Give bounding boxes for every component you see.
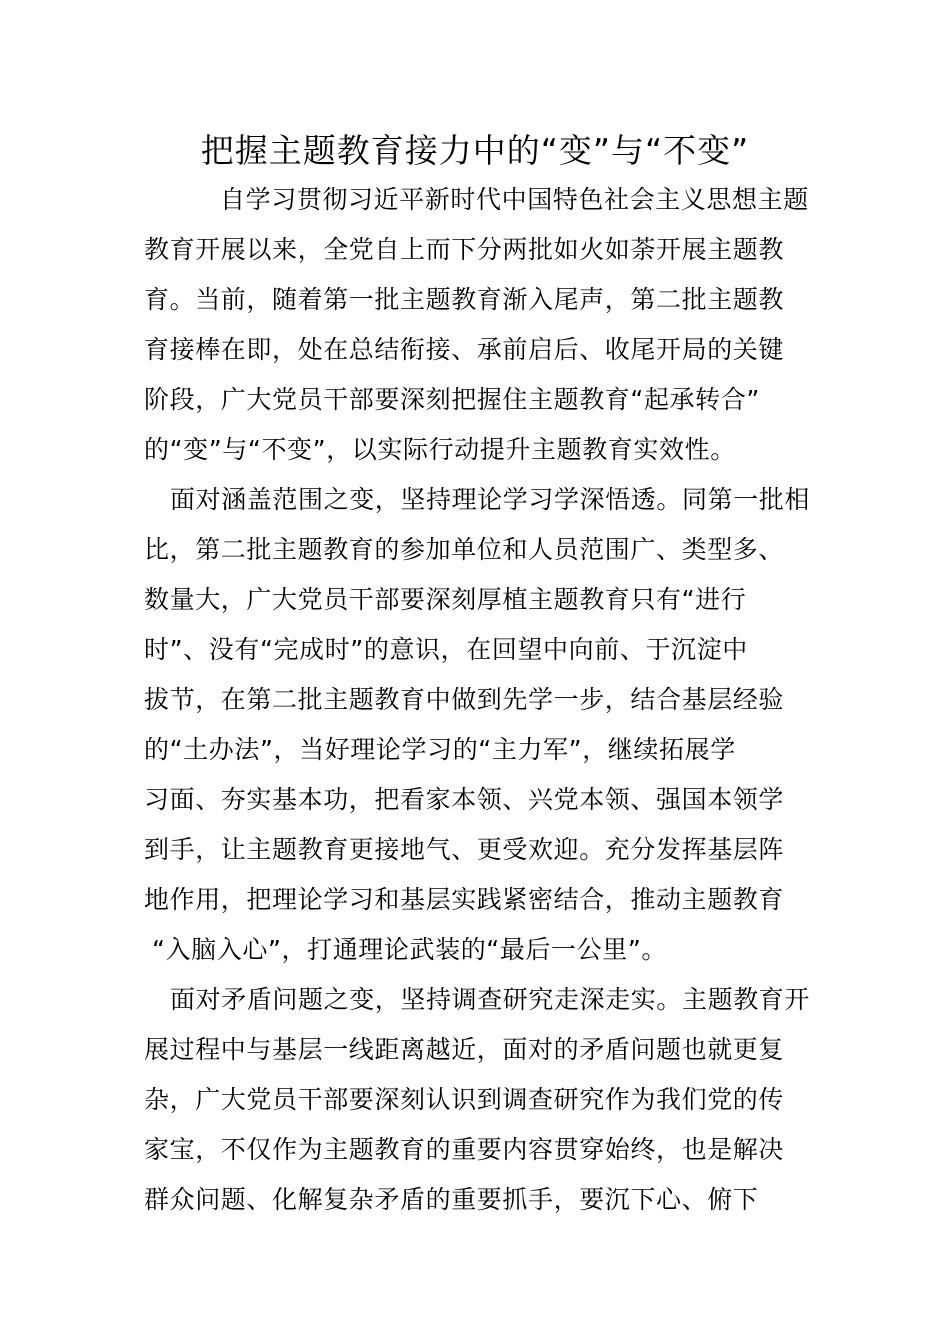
paragraph-3-line-5: 群众问题、化解复杂矛盾的重要抓手，要沉下心、俯下 (144, 1185, 759, 1214)
paragraph-2-line-4: 时”、没有“完成时”的意识，在回望中向前、于沉淀中 (144, 635, 748, 664)
paragraph-2-line-1: 面对涵盖范围之变，坚持理论学习学深悟透。同第一批相 (170, 485, 811, 514)
paragraph-2-line-10: “入脑入心”，打通理论武装的“最后一公里”。 (152, 935, 668, 964)
paragraph-2-line-2: 比，第二批主题教育的参加单位和人员范围广、类型多、 (144, 535, 785, 564)
paragraph-3-line-3: 杂，广大党员干部要深刻认识到调查研究作为我们党的传 (144, 1085, 785, 1114)
paragraph-2-line-8: 到手，让主题教育更接地气、更受欢迎。充分发挥基层阵 (144, 835, 785, 864)
paragraph-1-line-6: 的“变”与“不变”，以实际行动提升主题教育实效性。 (144, 435, 736, 464)
paragraph-2-line-3: 数量大，广大党员干部要深刻厚植主题教育只有“进行 (144, 585, 747, 614)
paragraph-1-line-5: 阶段，广大党员干部要深刻把握住主题教育“起承转合” (144, 385, 760, 414)
paragraph-3-line-2: 展过程中与基层一线距离越近，面对的矛盾问题也就更复 (144, 1035, 785, 1064)
paragraph-1-line-2: 教育开展以来，全党自上而下分两批如火如荼开展主题教 (144, 235, 785, 264)
paragraph-2-line-6: 的“土办法”，当好理论学习的“主力军”，继续拓展学 (144, 735, 736, 764)
paragraph-2-line-5: 拔节，在第二批主题教育中做到先学一步，结合基层经验 (144, 685, 785, 714)
paragraph-1-line-1: 自学习贯彻习近平新时代中国特色社会主义思想主题 (220, 185, 809, 214)
paragraph-2-line-7: 习面、夯实基本功，把看家本领、兴党本领、强国本领学 (144, 785, 785, 814)
document-title: 把握主题教育接力中的“变”与“不变” (200, 131, 750, 170)
paragraph-2-line-9: 地作用，把理论学习和基层实践紧密结合，推动主题教育 (144, 885, 785, 914)
paragraph-1-line-4: 育接棒在即，处在总结衔接、承前启后、收尾开局的关键 (144, 335, 785, 364)
paragraph-1-line-3: 育。当前，随着第一批主题教育渐入尾声，第二批主题教 (144, 285, 785, 314)
paragraph-3-line-1: 面对矛盾问题之变，坚持调查研究走深走实。主题教育开 (170, 985, 811, 1014)
paragraph-3-line-4: 家宝，不仅作为主题教育的重要内容贯穿始终，也是解决 (144, 1135, 785, 1164)
